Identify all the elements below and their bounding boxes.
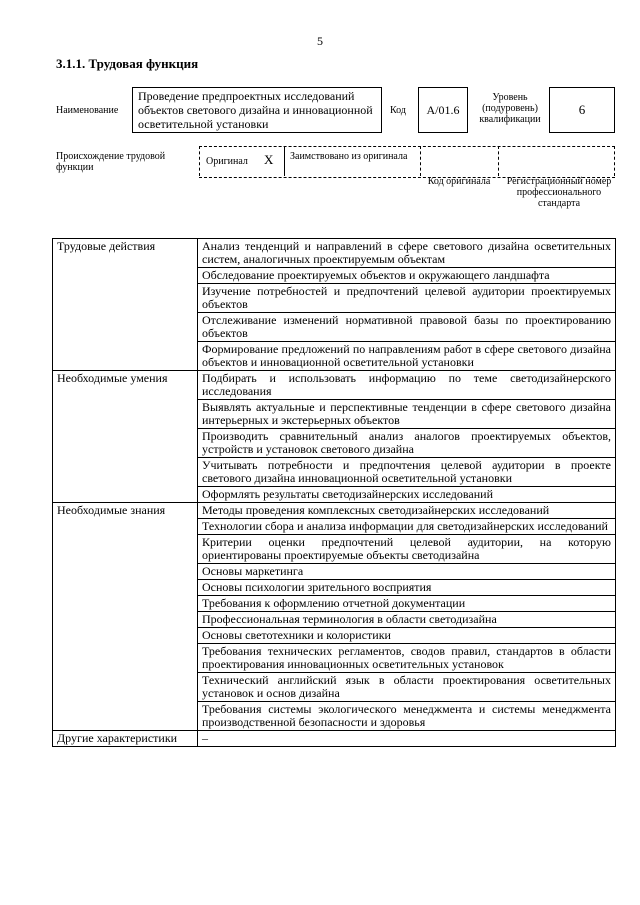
table-row: [53, 731, 616, 747]
list-item: [198, 458, 616, 487]
table-row: [53, 503, 616, 519]
list-item: [198, 612, 616, 628]
code-value: A/01.6: [426, 102, 460, 117]
item-text: Профессиональная терминология в области светодизайна: [202, 612, 497, 626]
origin-divider: [498, 146, 499, 176]
list-item: [198, 284, 616, 313]
original-label: Оригинал: [206, 156, 248, 167]
item-text: Отслеживание изменений нормативной правовой базы по проектированию объектов: [202, 313, 611, 340]
item-text: Формирование предложений по направлениям работ в сфере светового дизайна объектов и инновационной осветительной установки: [202, 342, 611, 369]
code-original-label: Код оригинала: [427, 176, 491, 187]
list-item: [198, 580, 616, 596]
section-heading: Трудовые действия: [53, 239, 198, 371]
section-title: 3.1.1. Трудовая функция: [56, 56, 199, 71]
list-item: [198, 429, 616, 458]
list-item: [198, 239, 616, 268]
function-name-box: [132, 87, 382, 133]
list-item: [198, 503, 616, 519]
list-item: [198, 371, 616, 400]
item-text: –: [202, 731, 208, 745]
list-item: [198, 313, 616, 342]
origin-divider: [284, 146, 285, 176]
origin-divider: [614, 146, 615, 176]
item-text: Учитывать потребности и предпочтения целевой аудитории в проекте светового дизайна инновационной осветительной установки: [202, 458, 611, 485]
list-item: [198, 596, 616, 612]
item-text: Требования технических регламентов, сводов правил, стандартов в области проектирования инновационных осветительных установок: [202, 644, 611, 671]
code-label: Код: [390, 105, 406, 116]
code-box: [418, 87, 468, 133]
level-value: 6: [578, 102, 586, 117]
list-item: [198, 731, 616, 747]
item-text: Анализ тенденций и направлений в сфере светового дизайна осветительных систем, аналогичных проектируемым объектам: [202, 239, 611, 266]
origin-label: Происхождение трудовой функции: [56, 151, 166, 173]
list-item: [198, 268, 616, 284]
item-text: Выявлять актуальные и перспективные тенденции в сфере светового дизайна интерьерных и экстерьерных объектов: [202, 400, 611, 427]
item-text: Критерии оценки предпочтений целевой аудитории, на которую ориентированы проектируемые объекты светодизайна: [202, 535, 611, 562]
level-box: [549, 87, 615, 133]
item-text: Основы маркетинга: [202, 564, 304, 578]
list-item: [198, 702, 616, 731]
item-text: Технический английский язык в области проектирования осветительных установок и основ дизайна: [202, 673, 611, 700]
list-item: [198, 519, 616, 535]
function-name: Проведение предпроектных исследований объектов светового дизайна и инновационной осветительной установки: [138, 89, 373, 131]
list-item: [198, 564, 616, 580]
origin-divider: [199, 146, 200, 176]
table-row: [53, 239, 616, 268]
list-item: [198, 342, 616, 371]
level-label: Уровень (подуровень) квалификации: [479, 92, 541, 125]
item-text: Технологии сбора и анализа информации для светодизайнерских исследований: [202, 519, 608, 533]
origin-divider: [420, 146, 421, 176]
item-text: Основы светотехники и колористики: [202, 628, 391, 642]
list-item: [198, 628, 616, 644]
list-item: [198, 400, 616, 429]
list-item: [198, 487, 616, 503]
item-text: Производить сравнительный анализ аналогов проектируемых объектов, устройств и установок светового дизайна: [202, 429, 611, 456]
item-text: Подбирать и использовать информацию по теме светодизайнерского исследования: [202, 371, 611, 398]
section-heading: Необходимые знания: [53, 503, 198, 731]
item-text: Обследование проектируемых объектов и окружающего ландшафта: [202, 268, 550, 282]
item-text: Требования к оформлению отчетной документации: [202, 596, 466, 610]
item-text: Оформлять результаты светодизайнерских исследований: [202, 487, 493, 501]
section-heading: Необходимые умения: [53, 371, 198, 503]
name-label: Наименование: [56, 105, 119, 116]
table-row: [53, 371, 616, 400]
borrowed-label: Заимствовано из оригинала: [290, 151, 408, 162]
list-item: [198, 673, 616, 702]
reg-number-label: Регистрационный номер профессионального стандарта: [506, 176, 612, 209]
item-text: Требования системы экологического менеджмента и системы менеджмента производственной безопасности и здоровья: [202, 702, 611, 729]
item-text: Методы проведения комплексных светодизайнерских исследований: [202, 503, 550, 517]
item-text: Изучение потребностей и предпочтений целевой аудитории проектируемых объектов: [202, 284, 611, 311]
list-item: [198, 644, 616, 673]
original-mark: X: [264, 152, 274, 167]
section-heading: Другие характеристики: [53, 731, 198, 747]
list-item: [198, 535, 616, 564]
page-number: 5: [317, 34, 323, 48]
item-text: Основы психологии зрительного восприятия: [202, 580, 432, 594]
function-table: [52, 238, 616, 747]
